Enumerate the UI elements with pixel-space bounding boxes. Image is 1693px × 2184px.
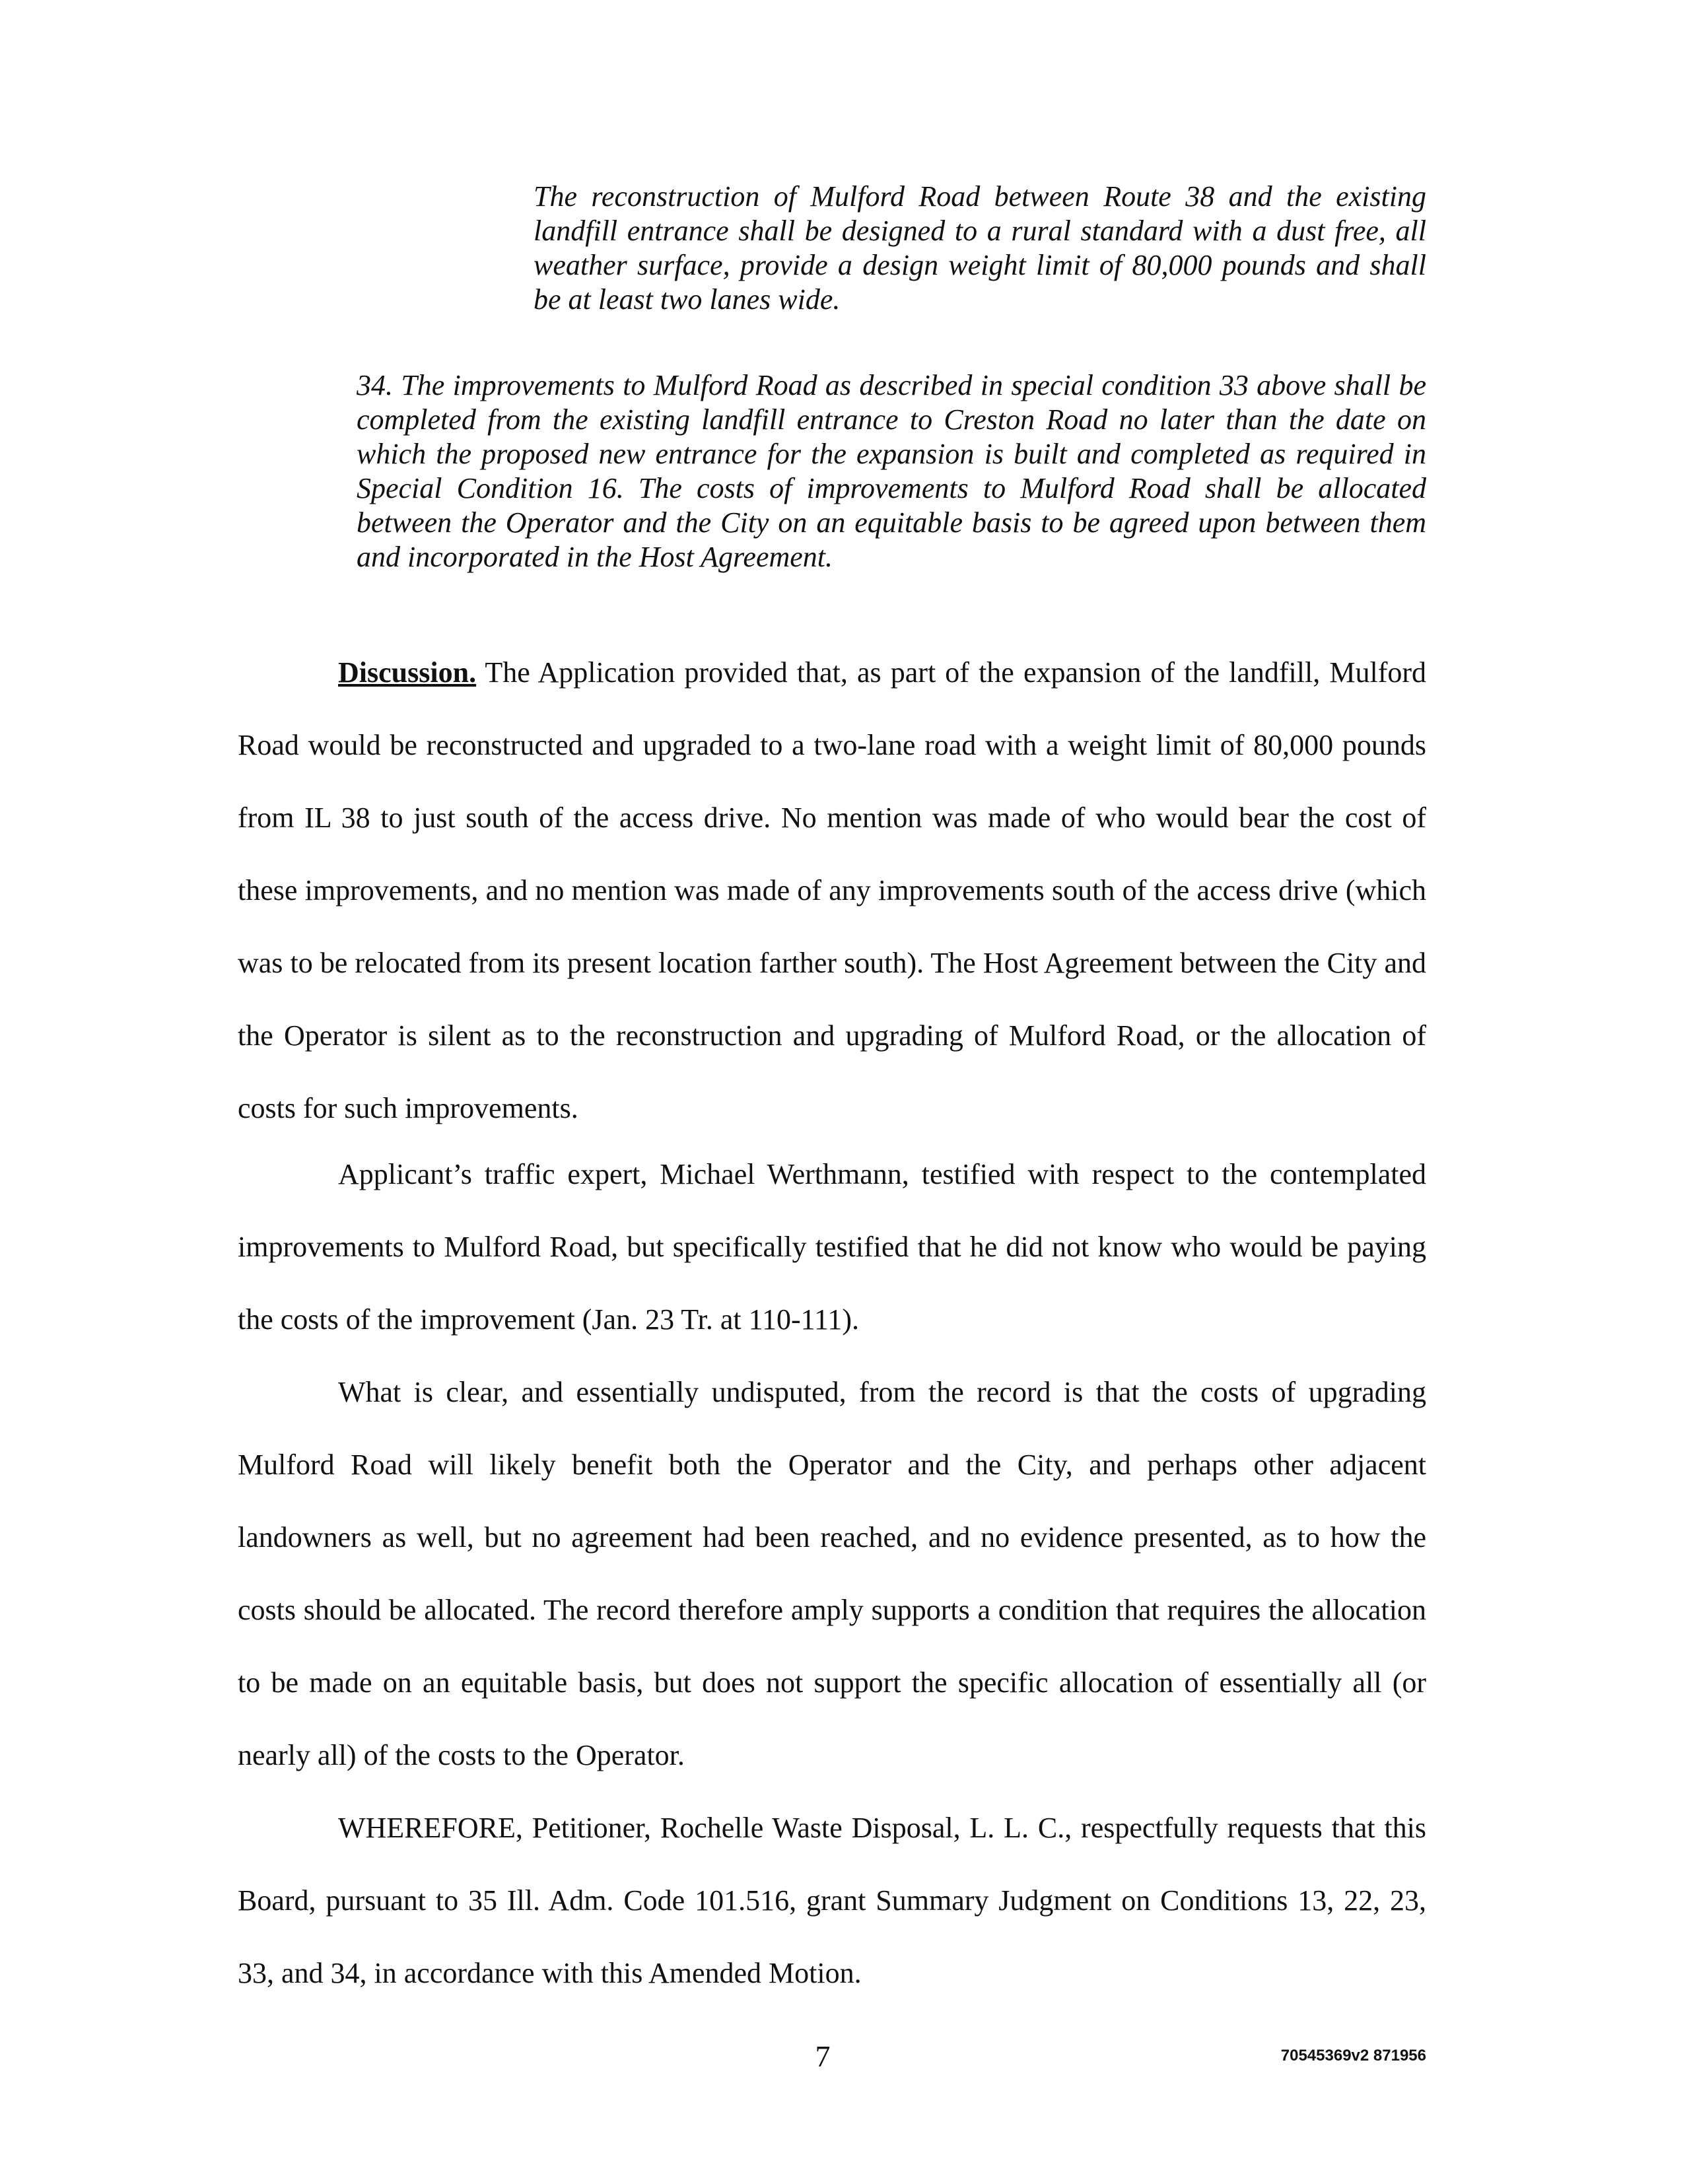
- page-number: 7: [815, 2039, 831, 2073]
- document-id: 70545369v2 871956: [1280, 2047, 1426, 2065]
- quoted-condition-reconstruction: The reconstruction of Mulford Road between Route 38 and the existing landfill entrance shall be designed to a rural standard with a dust free, all weather surface, provide a design weight limit of 80,000 pounds and shall be at least two lanes wide.: [534, 180, 1426, 316]
- cost-allocation-paragraph: What is clear, and essentially undisputed, from the record is that the costs of upgrading Mulford Road will likely benefit both the Operator and the City, and perhaps other adjacent landowners as well, but no agreement had been reached, and no evidence presented, as to how the costs should be allocated. The record therefore amply supports a condition that requires the allocation to be made on an equitable basis, but does not support the specific allocation of essentially all (or nearly all) of the costs to the Operator.: [238, 1376, 1426, 1771]
- quoted-condition-34: 34. The improvements to Mulford Road as described in special condition 33 above shall be completed from the existing landfill entrance to Creston Road no later than the date on which the proposed new entrance for the expansion is built and completed as required in Special Condition 16. The costs of improvements to Mulford Road shall be allocated between the Operator and the City on an equitable basis to be agreed upon between them and incorporated in the Host Agreement.: [357, 369, 1426, 573]
- discussion-paragraph: [238, 636, 1426, 1145]
- traffic-expert-paragraph: Applicant’s traffic expert, Michael Werthmann, testified with respect to the contemplated improvements to Mulford Road, but specifically testified that he did not know who would be paying the costs of the improvement (Jan. 23 Tr. at 110-111).: [238, 1158, 1426, 1336]
- discussion-heading: Discussion.: [338, 656, 477, 689]
- discussion-text: The Application provided that, as part of the expansion of the landfill, Mulford Road would be reconstructed and upgraded to a two-lane road with a weight limit of 80,000 pounds from IL 38 to just south of the access drive. No mention was made of who would bear the cost of these improvements, and no mention was made of any improvements south of the access drive (which was to be relocated from its present location farther south). The Host Agreement between the City and the Operator is silent as to the reconstruction and upgrading of Mulford Road, or the allocation of costs for such improvements.: [238, 656, 1426, 1124]
- wherefore-paragraph: WHEREFORE, Petitioner, Rochelle Waste Disposal, L. L. C., respectfully requests that this Board, pursuant to 35 Ill. Adm. Code 101.516, grant Summary Judgment on Conditions 13, 22, 23, 33, and 34, in accordance with this Amended Motion.: [238, 1812, 1426, 1989]
